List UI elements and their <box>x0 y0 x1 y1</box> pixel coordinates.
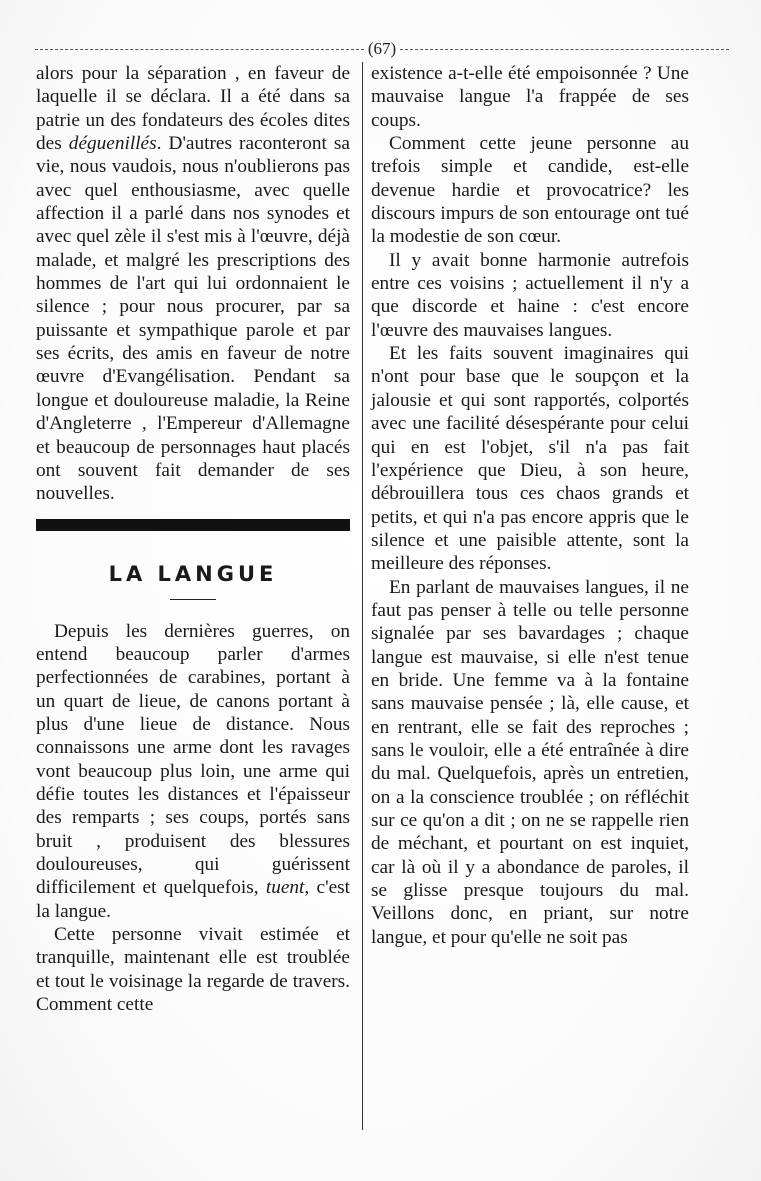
left-paragraph-2: Depuis les dernières guerres, on entend beaucoup parler d'armes perfectionnées de carabines, portant à un quart de lieue, de canons portant à plus d'une lieue de distance. Nous connaissons une arme dont les ravages vont beaucoup plus loin, une arme qui défie toutes les distances et l'épaisseur des remparts ; ses coups, portés sans bruit , produisent des blessures douloureuses, qui guérissent difficilement et quelquefois, tuent, c'est la langue. <box>36 620 351 922</box>
section-title: LA LANGUE <box>108 561 278 586</box>
title-underline <box>170 599 216 600</box>
page-number: (67) <box>367 39 397 58</box>
left-paragraph-1: alors pour la séparation , en faveur de laquelle il se déclara. Il a été dans sa patrie un des fondateurs des écoles dites des déguenillés. D'autres raconteront sa vie, nous vaudois, nous n'oublierons pas avec quel enthousiasme, avec quelle affection il a parlé dans nos synodes et avec quel zèle il s'est mis à l'œuvre, déjà malade, et malgré les prescriptions des hommes de l'art qui lui ordonnaient le silence ; pour nous procurer, par sa puissante et sympathique parole et par ses écrits, des amis en faveur de notre œuvre d'Evangélisation. Pendant sa longue et douloureuse maladie, la Reine d'Angleterre , l'Empereur d'Allemagne et beaucoup de personnages haut placés ont souvent fait demander de ses nouvelles. <box>36 63 350 505</box>
header-rule-left <box>35 49 364 50</box>
header-rule-right <box>400 49 729 50</box>
right-paragraph-2: Comment cette jeune personne au trefois simple et candide, est-elle devenue hardie et provocatrice? les discours impurs de son entourage ont tué la modestie de son cœur. <box>371 133 689 248</box>
column-divider <box>362 62 363 1130</box>
right-column <box>371 62 689 949</box>
right-paragraph-4: Et les faits souvent imaginaires qui n'ont pour base que le soupçon et la jalousie et qui sont rapportés, colportés avec une facilité désespérante pour celui qui en est l'objet, s'il n'a pas fait l'expérience que Dieu, à son heure, débrouillera tous ces chaos grands et petits, et qui n'a pas encore appris que le silence et une paisible attente, sont la meilleure des réponses. <box>371 343 689 575</box>
left-column <box>36 62 350 1016</box>
section-separator <box>36 519 350 531</box>
right-paragraph-3: Il y avait bonne harmonie autrefois entre ces voisins ; actuellement il n'y a que discorde et haine : c'est encore l'œuvre des mauvaises langues. <box>371 249 689 341</box>
right-paragraph-5: En parlant de mauvaises langues, il ne faut pas penser à telle ou telle personne signalée par ses bavardages ; chaque langue est mauvaise, si elle n'est tenue en bride. Une femme va à la fontaine sans mauvaise pensée ; là, elle cause, et en rentrant, elle se fait des reproches ; sans le vouloir, elle a été entraînée à dire du mal. Quelquefois, après un entretien, on a la conscience troublée ; on réfléchit sur ce qu'on a dit ; on ne se rappelle rien de méchant, et pourtant on est inquiet, car là où il y a abondance de paroles, il se glisse presque toujours du mal. Veillons donc, en priant, sur notre langue, et pour qu'elle ne soit pas <box>371 576 689 948</box>
left-paragraph-3: Cette personne vivait estimée et tranquille, maintenant elle est troublée et tout le voisinage la regarde de travers. Comment cette <box>36 924 350 1016</box>
right-paragraph-1: existence a-t-elle été empoisonnée ? Une mauvaise langue l'a frappée de ses coups. <box>371 63 689 131</box>
page-header <box>35 38 729 60</box>
